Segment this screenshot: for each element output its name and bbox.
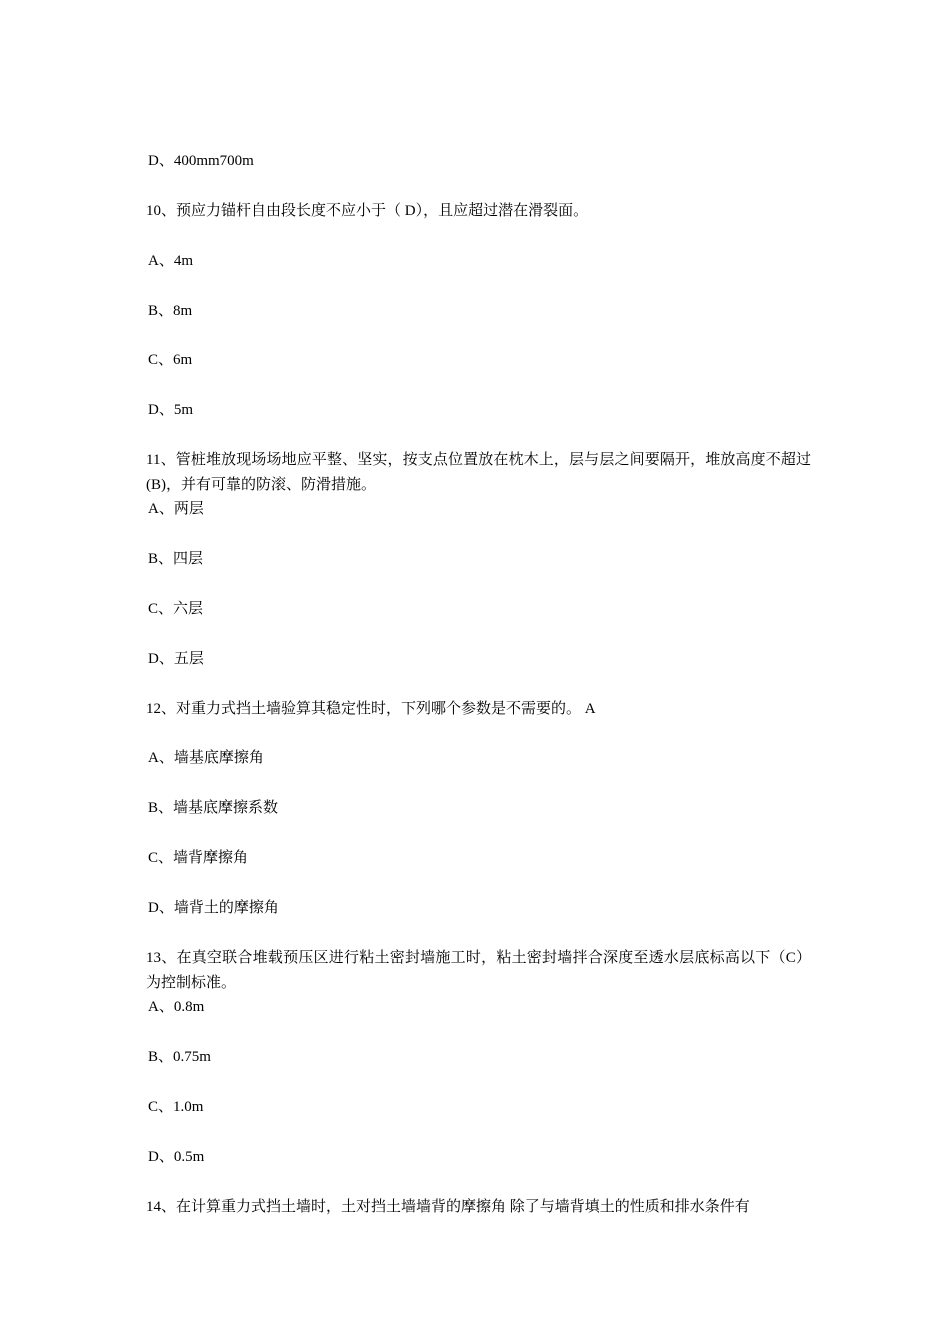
q10-option-d: D、5m <box>148 402 194 418</box>
q10-option-a: A、4m <box>148 253 194 269</box>
question-10: 10、预应力锚杆自由段长度不应小于（ D），且应超过潜在滑裂面。 <box>146 203 589 219</box>
q11-option-a: A、两层 <box>148 501 204 517</box>
question-13: 13、在真空联合堆载预压区进行粘土密封墙施工时，粘土密封墙拌合深度至透水层底标高以下（C）为控制标准。 <box>146 950 811 991</box>
q11-option-c: C、六层 <box>148 601 204 617</box>
q10-option-b: B、8m <box>148 303 193 319</box>
q11-option-d: D、五层 <box>148 651 204 667</box>
q13-option-d: D、0.5m <box>148 1149 205 1165</box>
q13-option-b: B、0.75m <box>148 1049 211 1065</box>
question-14: 14、在计算重力式挡土墙时，土对挡土墙墙背的摩擦角 除了与墙背填土的性质和排水条件有 <box>146 1199 750 1215</box>
q12-option-c: C、墙背摩擦角 <box>148 850 249 866</box>
q12-option-b: B、墙基底摩擦系数 <box>148 800 279 816</box>
question-11: 11、管桩堆放现场场地应平整、坚实，按支点位置放在枕木上，层与层之间要隔开，堆放高度不超过(B)，并有可靠的防滚、防滑措施。 <box>146 452 811 493</box>
q13-option-a: A、0.8m <box>148 999 205 1015</box>
q13-option-c: C、1.0m <box>148 1099 204 1115</box>
question-12: 12、对重力式挡土墙验算其稳定性时，下列哪个参数是不需要的。 A <box>146 701 596 717</box>
q12-option-d: D、墙背土的摩擦角 <box>148 900 279 916</box>
q9-option-d: D、400mm700m <box>148 153 254 169</box>
q11-option-b: B、四层 <box>148 551 204 567</box>
q10-option-c: C、6m <box>148 352 193 368</box>
q12-option-a: A、墙基底摩擦角 <box>148 750 264 766</box>
